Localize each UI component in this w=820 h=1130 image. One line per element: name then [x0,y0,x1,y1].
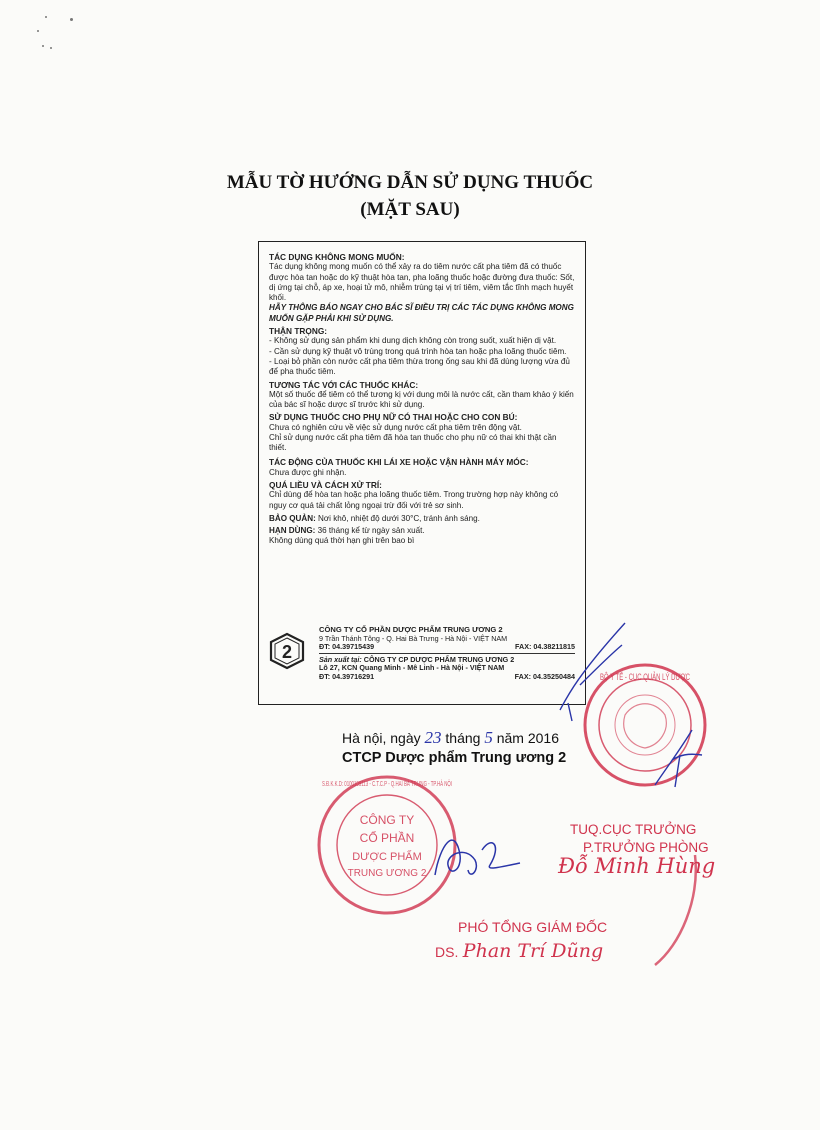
deputy-signer [435,940,603,962]
pregnancy-heading: SỬ DỤNG THUỐC CHO PHỤ NỮ CÓ THAI HOẶC CHO CON BÚ: [269,412,518,423]
caution-heading: THẬN TRỌNG: [269,326,328,337]
deputy-name: Phan Trí Dũng [462,940,604,962]
driving-heading: TÁC ĐỘNG CỦA THUỐC KHI LÁI XE HOẶC VẬN HÀNH MÁY MÓC: [269,456,529,467]
company-block [269,626,575,682]
deputy-prefix: DS. [435,944,459,960]
side-effects-heading: TÁC DỤNG KHÔNG MONG MUỐN: [269,252,405,262]
expiry-line [269,526,576,536]
ministry-stamp-ring: BỘ Y TẾ - CỤC QUẢN LÝ DƯỢC [600,672,736,682]
company-stamp-line: CÔNG TY [359,813,415,827]
caution-item: - Cần sử dụng kỹ thuật vô trùng trong quá trình hòa tan hoặc pha loãng thuốc tiêm. [269,346,567,356]
date-year: năm 2016 [496,730,559,746]
overdose-heading: QUÁ LIỀU VÀ CÁCH XỬ TRÍ: [269,479,382,490]
mfg-contact [319,673,575,682]
company-fax: FAX: 04.38211815 [515,642,575,652]
deputy-title: PHÓ TỔNG GIÁM ĐỐC [458,919,608,935]
company-phone: ĐT: 04.39715439 [319,642,375,652]
ministry-title-1: TUQ.CỤC TRƯỞNG [570,822,697,837]
expiry-heading: HẠN DÙNG: [269,526,316,536]
scan-speck [37,30,39,32]
interaction-heading: TƯƠNG TÁC VỚI CÁC THUỐC KHÁC: [269,379,419,390]
date-day: 23 [424,728,442,747]
scan-speck [70,18,73,21]
scan-speck [45,16,47,18]
document-subtitle: (MẶT SAU) [360,199,460,220]
caution-item: - Loại bỏ phần còn nước cất pha tiêm thừa trong ống sau khi đã dùng lượng vừa đủ để pha thuốc tiêm. [269,356,570,377]
company-contact [319,643,575,652]
mfg-phone: ĐT: 04.39716291 [319,671,375,681]
company-divider [319,653,575,654]
company-address: 9 Trần Thánh Tông - Q. Hai Bà Trưng - Hà Nội - VIỆT NAM [319,633,508,643]
scan-speck [50,47,52,49]
expiry-note: Không dùng quá thời hạn ghi trên bao bì [269,536,415,546]
pregnancy-text: Chưa có nghiên cứu về việc sử dụng nước cất pha tiêm trên động vật. [269,422,522,432]
company-stamp-line: CỔ PHẦN [359,831,415,845]
document-title: MẪU TỜ HƯỚNG DẪN SỬ DỤNG THUỐC [226,172,594,193]
storage-text: Nơi khô, nhiệt độ dưới 30°C, tránh ánh sáng. [318,513,480,523]
date-prefix: Hà nội, ngày [342,730,421,746]
interaction-text: Một số thuốc để tiêm có thể tương kị với dung môi là nước cất, cần tham khảo ý kiến của bác sĩ hoặc dược sĩ trước khi sử dụng. [269,389,574,410]
driving-text: Chưa được ghi nhận. [269,467,347,477]
overdose-text: Chỉ dùng để hòa tan hoặc pha loãng thuốc tiêm. Trong trường hợp này không có nguy cơ quá tải chất lỏng ngoại trừ đối với trẻ sơ sinh. [269,490,559,510]
storage-line [269,514,576,524]
leaflet-box [258,241,586,705]
company-stamp-line: TRUNG ƯƠNG 2 [347,868,427,879]
ministry-name: Đỗ Minh Hùng [558,854,716,878]
mfg-fax: FAX: 04.35250484 [514,671,575,681]
ministry-title-2: P.TRƯỞNG PHÒNG [583,840,709,855]
company-stamp-ring: S.Đ.K.K.D: 0100109113 - C.T.C.P - Q.HAI BÀ TRƯNG - TP.HÀ NỘI [322,781,531,788]
deputy-signature [420,815,540,895]
company-logo [269,633,305,669]
logo-digit: 2 [281,642,293,662]
storage-heading: BẢO QUẢN: [269,513,316,523]
warning-text: HÃY THÔNG BÁO NGAY CHO BÁC SĨ ĐIỀU TRỊ CÁC TÁC DỤNG KHÔNG MONG MUỐN GẶP PHẢI KHI SỬ DỤNG. [269,303,574,323]
date-month-label: tháng [445,730,481,746]
ministry-stamp-arc [640,850,700,970]
mfg-address: Lô 27, KCN Quang Minh - Mê Linh - Hà Nội - VIỆT NAM [319,663,505,673]
mfg-name: CÔNG TY CP DƯỢC PHẨM TRUNG ƯƠNG 2 [363,654,515,664]
company-stamp-line: DƯỢC PHẨM [352,851,422,863]
mfg-label: Sản xuất tại: [319,654,362,664]
ministry-signature-mark [650,725,710,795]
company-name: CÔNG TY CỔ PHẦN DƯỢC PHẨM TRUNG ƯƠNG 2 [319,625,503,634]
company-signoff: CTCP Dược phẩm Trung ương 2 [342,750,567,766]
date-line [342,728,559,748]
date-month: 5 [484,728,493,747]
scan-speck [42,45,44,47]
side-effects-text: Tác dụng không mong muốn có thể xảy ra do tiêm nước cất pha tiêm đã có thuốc được hòa tan hoặc do kỹ thuật hòa tan, pha loãng thuốc hoặc đường đưa thuốc: Sốt, dị ứng tại chỗ, áp xe, hoại tử mô, nhiễm trùng tại vị trí tiêm, viêm tắc tĩnh mạch huyết khối. [269,262,575,303]
caution-item: - Không sử dụng sản phẩm khi dung dịch không còn trong suốt, xuất hiện dị vật. [269,336,557,346]
expiry-text: 36 tháng kể từ ngày sản xuất. [317,526,425,536]
pregnancy-text: Chỉ sử dụng nước cất pha tiêm đã hòa tan thuốc cho phụ nữ có thai khi thật cần thiết. [269,433,557,453]
